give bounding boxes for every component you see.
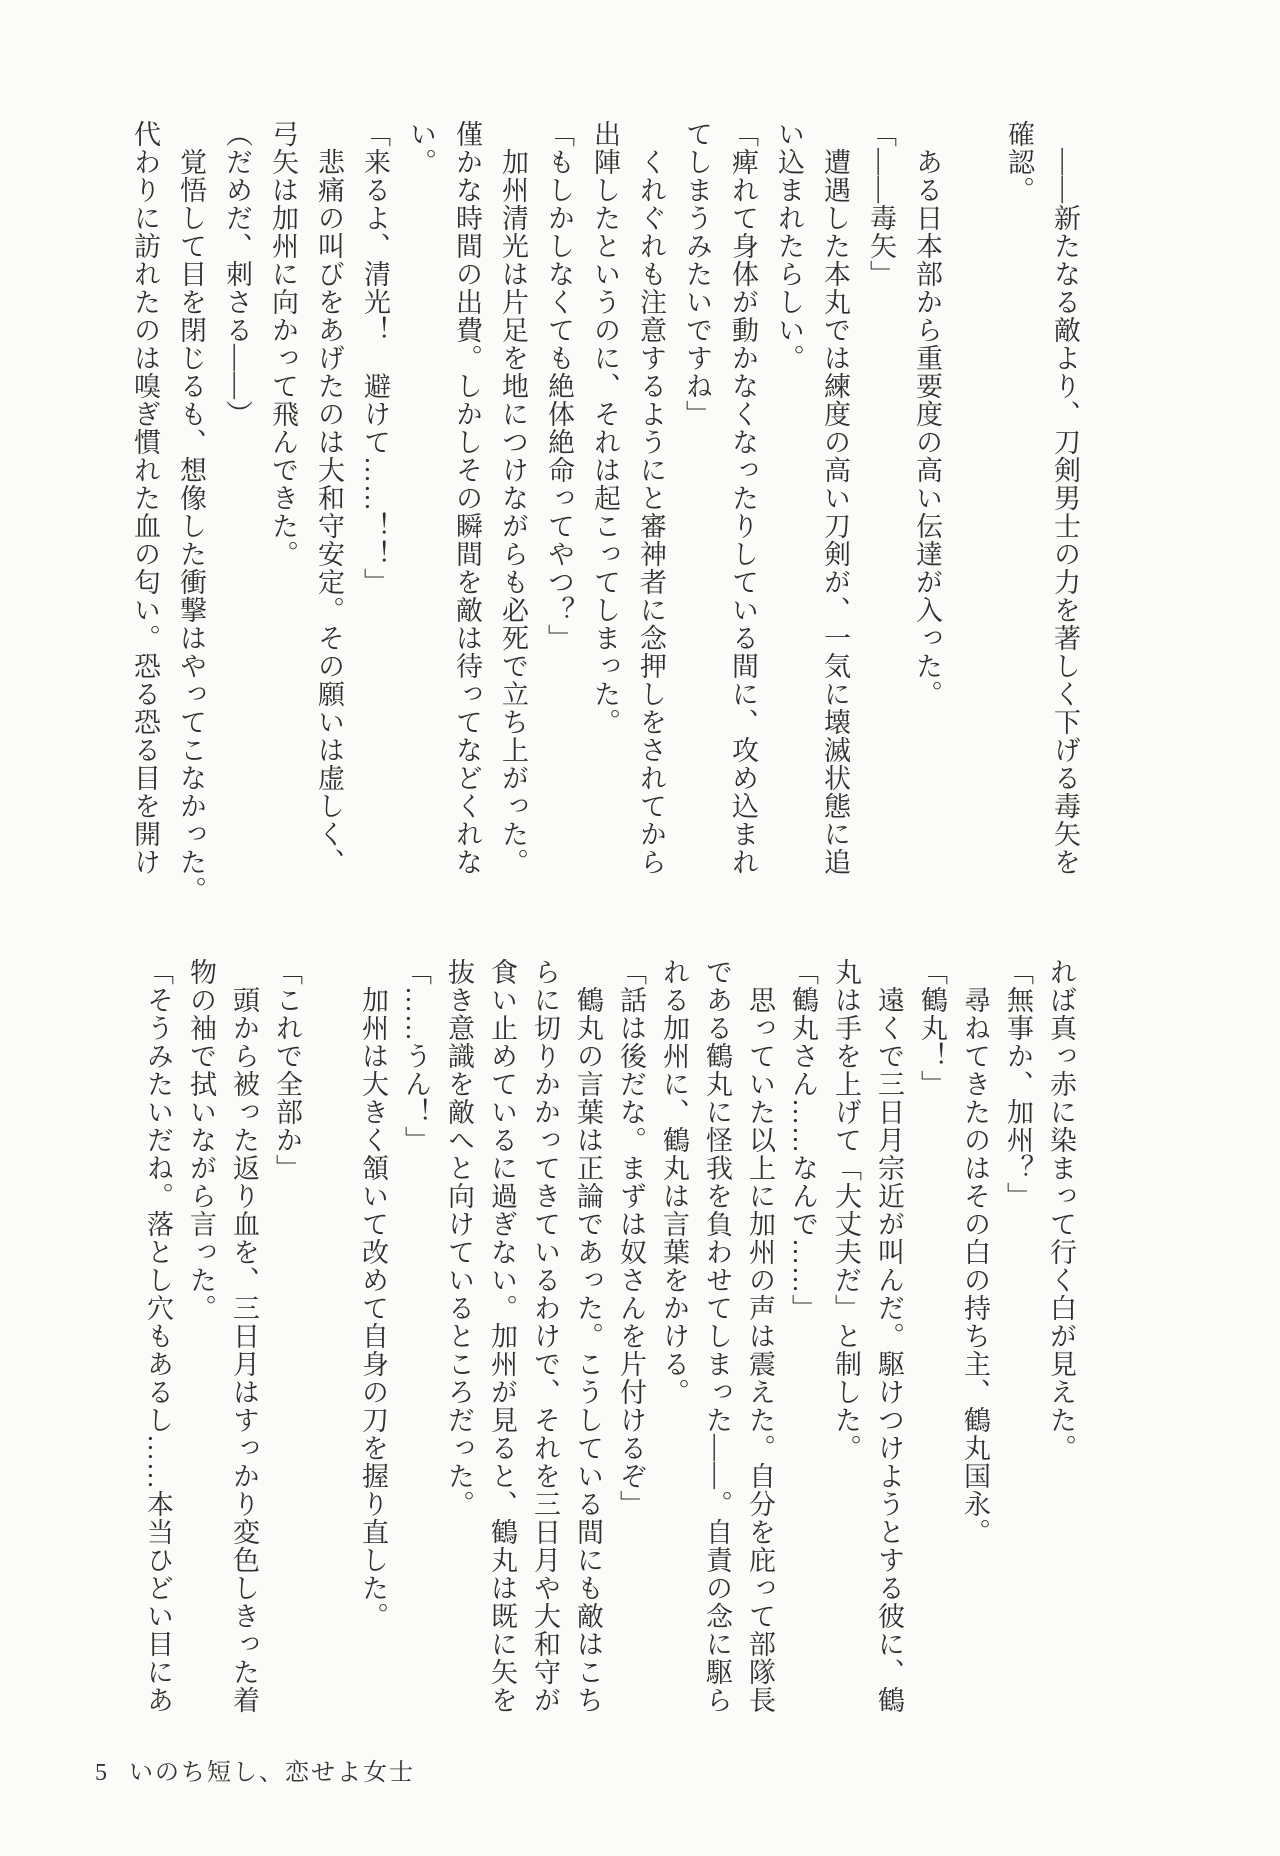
- text-line: 「――毒矢」: [866, 120, 896, 288]
- text-line: 加州は大きく頷いて改めて自身の刀を握り直した。: [358, 958, 388, 1630]
- text-line: てしまうみたいですね」: [682, 120, 712, 428]
- text-line: 「来るよ、清光！ 避けて……！！」: [360, 120, 390, 596]
- text-line: 代わりに訪れたのは嗅ぎ慣れた血の匂い。恐る恐る目を開け: [130, 120, 160, 876]
- text-line: 食い止めているに過ぎない。加州が見ると、鶴丸は既に矢を: [487, 958, 517, 1714]
- text-line: 確認。: [1004, 120, 1034, 204]
- text-line: 出陣したというのに、それは起こってしまった。: [590, 120, 620, 736]
- text-line: 「そうみたいだね。落とし穴もあるし……本当ひどい目にあ: [143, 958, 173, 1714]
- text-line: 「話は後だな。まずは奴さんを片付けるぞ」: [616, 958, 646, 1518]
- page-footer: [95, 1752, 415, 1787]
- text-line: 加州清光は片足を地につけながらも必死で立ち上がった。: [498, 120, 528, 876]
- text-line: い。: [406, 120, 436, 176]
- text-line: ある日本部から重要度の高い伝達が入った。: [912, 120, 942, 708]
- text-line: 遭遇した本丸では練度の高い刀剣が、一気に壊滅状態に追: [820, 120, 850, 876]
- running-title: いのち短し、恋せよ女士: [129, 1760, 415, 1786]
- text-line: 遠くで三日月宗近が叫んだ。駆けつけようとする彼に、鶴: [874, 958, 904, 1714]
- text-line: 「痺れて身体が動かなくなったりしている間に、攻め込まれ: [728, 120, 758, 876]
- text-line: である鶴丸に怪我を負わせてしまった――。自責の念に駆ら: [702, 958, 732, 1714]
- text-line: れば真っ赤に染まって行く白が見えた。: [1046, 958, 1076, 1462]
- text-line: 僅かな時間の出費。しかしその瞬間を敵は待ってなどくれな: [452, 120, 482, 876]
- text-line: らに切りかかってきているわけで、それを三日月や大和守が: [530, 958, 560, 1714]
- text-line: 弓矢は加州に向かって飛んできた。: [268, 120, 298, 568]
- blank-line: [950, 120, 996, 895]
- text-line: 思っていた以上に加州の声は震えた。自分を庇って部隊長: [745, 958, 775, 1714]
- text-line: 丸は手を上げて「大丈夫だ」と制した。: [831, 958, 861, 1462]
- text-block-bottom: [136, 958, 1082, 1733]
- text-line: 覚悟して目を閉じるも、想像した衝撃はやってこなかった。: [176, 120, 206, 904]
- text-line: 尋ねてきたのはその白の持ち主、鶴丸国永。: [960, 958, 990, 1546]
- text-line: 「鶴丸さん……なんで……」: [788, 958, 818, 1322]
- text-line: 「……うん！」: [401, 958, 431, 1154]
- text-line: 物の袖で拭いながら言った。: [186, 958, 216, 1322]
- text-line: 悲痛の叫びをあげたのは大和守安定。その願いは虚しく、: [314, 120, 344, 876]
- text-line: 鶴丸の言葉は正論であった。こうしている間にも敵はこち: [573, 958, 603, 1714]
- text-line: れる加州に、鶴丸は言葉をかける。: [659, 958, 689, 1406]
- text-block-top: [122, 120, 1088, 904]
- text-line: 「もしかしなくても絶体絶命ってやつ？」: [544, 120, 574, 652]
- blank-line: [308, 958, 351, 1733]
- text-line: 「これで全部か」: [272, 958, 302, 1182]
- text-line: い込まれたらしい。: [774, 120, 804, 372]
- page-number: 5: [95, 1760, 109, 1786]
- text-line: 「鶴丸！」: [917, 958, 947, 1098]
- text-line: 「無事か、加州？」: [1003, 958, 1033, 1210]
- text-line: 抜き意識を敵へと向けているところだった。: [444, 958, 474, 1518]
- text-line: 頭から被った返り血を、三日月はすっかり変色しきった着: [229, 958, 259, 1714]
- text-line: くれぐれも注意するようにと審神者に念押しをされてから: [636, 120, 666, 876]
- text-line: （だめだ、刺さる――）: [222, 120, 252, 428]
- text-line: ――新たなる敵より、刀剣男士の力を著しく下げる毒矢を: [1050, 120, 1080, 876]
